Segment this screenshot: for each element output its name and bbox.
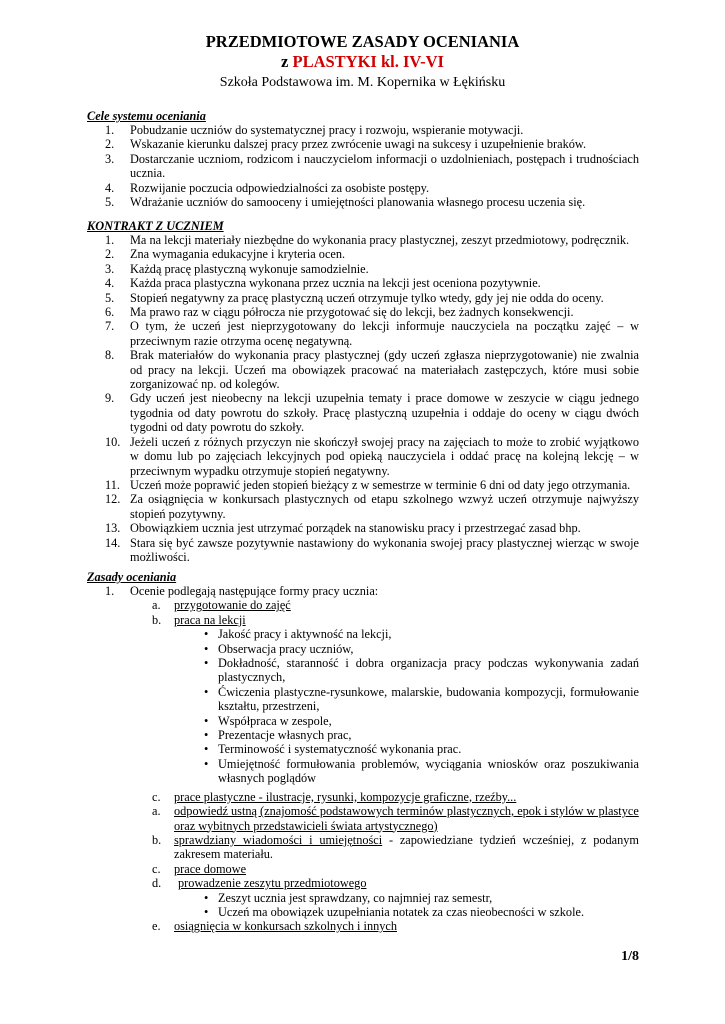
goal-item-text: Rozwijanie poczucia odpowiedzialności za osobiste postępy. (130, 180, 430, 195)
goal-item-text: Dostarczanie uczniom, rodzicom i nauczycielom informacji o uzdolnieniach, postępach i trudnościach ucznia. (130, 151, 639, 181)
goal-item-num: 3. (105, 151, 115, 166)
rules-sub-e-letter: e. (152, 919, 161, 934)
contract-item-text: Stara się być zawsze pozytywnie nastawiony do wykonania swojej pracy plastycznej wierząc w swoje możliwości. (130, 535, 639, 564)
school-name: Szkoła Podstawowa im. M. Kopernika w Łękińsku (219, 75, 506, 90)
rules-item-1 (87, 584, 639, 598)
contract-item (87, 291, 639, 305)
rules-sub-e-text: osiągnięcia w konkursach szkolnych i innych (174, 919, 397, 934)
contract-item (87, 348, 639, 391)
rules-sub-d-text: prowadzenie zeszytu przedmiotowego (178, 876, 367, 891)
bullet-item: • Jakość pracy i aktywność na lekcji, (87, 627, 639, 641)
rules-sub-a2-text: odpowiedź ustną (znajomość podstawowych terminów plastycznych, epok i stylów w plastyce oraz wybitnych przedstawicieli świata artystycznego) (174, 804, 639, 833)
rules-sub-a (87, 598, 639, 612)
goal-item (87, 123, 639, 137)
contract-item (87, 305, 639, 319)
goals-list (87, 123, 639, 209)
rules-sub-c2-text: prace domowe (174, 861, 247, 876)
contract-item-text: Ma na lekcji materiały niezbędne do wykonania pracy plastycznej, zeszyt przedmiotowy, podręcznik. (130, 233, 630, 247)
rules-sub-b (87, 613, 639, 627)
contract-item (87, 319, 639, 348)
contract-item-num: 14. (105, 535, 121, 550)
goal-item-num: 4. (105, 180, 115, 195)
contract-item-text: Stopień negatywny za pracę plastyczną uczeń otrzymuje tylko wtedy, gdy jej nie odda do oceny. (130, 290, 604, 305)
contract-item (87, 233, 639, 247)
rules-sub-e (87, 919, 639, 933)
contract-item-text: Brak materiałów do wykonania pracy plastycznej (gdy uczeń zgłasza nieprzygotowanie) nie zwalnia od pracy na lekcji. Uczeń ma obowiązek pracować na materiałach zastępczych, które musi sobie zorganizować np. od kolegów. (130, 348, 639, 392)
contract-item (87, 391, 639, 434)
contract-item-text: Obowiązkiem ucznia jest utrzymać porządek na stanowisku pracy i przestrzegać zasad bhp. (130, 521, 581, 536)
rules-item-1-text: Ocenie podlegają następujące formy pracy ucznia: (130, 584, 379, 598)
rules-sub-a-letter: a. (152, 598, 161, 613)
contract-item-num: 11. (105, 477, 120, 492)
rules-sub-b2 (87, 833, 639, 862)
rules-heading: Zasady oceniania (87, 570, 177, 584)
contract-item-text: Ma prawo raz w ciągu półrocza nie przygotować się do lekcji, bez żadnych konsekwencji. (130, 305, 574, 320)
contract-item (87, 536, 639, 565)
contract-item-num: 8. (105, 348, 115, 363)
document-title: PRZEDMIOTOWE ZASADY OCENIANIA (205, 32, 520, 51)
rules-sub-b-text: praca na lekcji (174, 612, 246, 627)
goal-item (87, 181, 639, 195)
goal-item (87, 152, 639, 181)
goal-item-num: 1. (105, 123, 115, 137)
bullet-item: • Dokładność, staranność i dobra organizacja pracy podczas wykonywania zadań plastycznych, (87, 656, 639, 685)
contract-item-num: 2. (105, 247, 115, 262)
contract-item-text: O tym, że uczeń jest nieprzygotowany do lekcji informuje nauczyciela na początku zajęć – w przeciwnym razie otrzyma ocenę negatywną. (130, 319, 639, 348)
contract-item-text: Za osiągnięcia w konkursach plastycznych od etapu szkolnego wzwyż uczeń otrzymuje najwyższy stopień pozytywny. (130, 492, 639, 521)
contract-item-num: 7. (105, 319, 115, 334)
bullet-item: • Uczeń ma obowiązek uzupełniania notatek za czas nieobecności w szkole. (87, 905, 639, 919)
goal-item-text: Pobudzanie uczniów do systematycznej pracy i rozwoju, wspieranie motywacji. (130, 123, 524, 137)
bullet-item: • Zeszyt ucznia jest sprawdzany, co najmniej raz semestr, (87, 891, 639, 905)
contract-item-text: Jeżeli uczeń z różnych przyczyn nie skończył swojej pracy na zajęciach to może to zrobić wyjątkowo w domu lub po zajęciach lekcyjnych pod opieką nauczyciela i oddać pracę na kolejną lekcję – w przeciwnym wypadku otrzymuje stopień negatywny. (130, 434, 639, 478)
contract-item (87, 492, 639, 521)
goal-item-num: 2. (105, 137, 115, 152)
contract-item-num: 12. (105, 492, 121, 507)
bullet-item: • Obserwacja pracy uczniów, (87, 642, 639, 656)
rules-sub-b2-letter: b. (152, 832, 162, 847)
rules-sub-b2-text: - zapowiedziane tydzień wcześniej, z podanym zakresem materiału. (174, 832, 639, 862)
goal-item-num: 5. (105, 195, 115, 210)
contract-item-text: Każdą pracę plastyczną wykonuje samodzielnie. (130, 261, 369, 276)
contract-list (87, 233, 639, 564)
rules-sub-d (87, 876, 639, 890)
rules-b-bullets (87, 627, 639, 785)
subtitle-subject: PLASTYKI kl. IV-VI (292, 52, 444, 71)
rules-d-bullets (87, 891, 639, 920)
contract-item-text: Gdy uczeń jest nieobecny na lekcji uzupełnia tematy i prace domowe w zeszycie w ciągu jednego tygodnia od daty powrotu do szkoły. Pracę plastyczną uzupełnia i oddaje do oceny w ciągu dwóch tygodni od daty powrotu do szkoły. (130, 391, 639, 435)
contract-item-text: Zna wymagania edukacyjne i kryteria ocen. (130, 247, 346, 262)
goal-item-text: Wskazanie kierunku dalszej pracy przez zwrócenie uwagi na sukcesy i uzupełnienie braków. (130, 137, 587, 152)
contract-item-num: 10. (105, 434, 121, 449)
contract-item-text: Każda praca plastyczna wykonana przez ucznia na lekcji jest oceniona pozytywnie. (130, 276, 541, 291)
contract-item (87, 521, 639, 535)
contract-item-num: 1. (105, 233, 115, 247)
goals-heading: Cele systemu oceniania (87, 109, 206, 123)
rules-sub-c2 (87, 862, 639, 876)
document-subtitle (0, 52, 725, 71)
contract-item (87, 478, 639, 492)
contract-item-num: 6. (105, 305, 115, 320)
goal-item (87, 137, 639, 151)
contract-item (87, 262, 639, 276)
bullet-item: • Ćwiczenia plastyczne-rysunkowe, malarskie, budowania kompozycji, formułowanie kształtu, przestrzeni, (87, 685, 639, 714)
contract-item-num: 4. (105, 276, 115, 291)
contract-item-num: 3. (105, 261, 115, 276)
rules-sub-c2-letter: c. (152, 861, 161, 876)
contract-item (87, 247, 639, 261)
rules-item-1-num: 1. (105, 584, 115, 598)
rules-sub-a2 (87, 804, 639, 833)
bullet-item: • Współpraca w zespole, (87, 714, 639, 728)
contract-item (87, 435, 639, 478)
bullet-item: • Prezentacje własnych prac, (87, 728, 639, 742)
contract-item-num: 5. (105, 290, 115, 305)
rules-body (87, 584, 639, 934)
rules-sub-b2-text-underlined: sprawdziany wiadomości i umiejętności (174, 832, 383, 847)
rules-sub-c-letter: c. (152, 789, 161, 804)
contract-item-num: 13. (105, 521, 121, 536)
contract-item (87, 276, 639, 290)
goal-item (87, 195, 639, 209)
page-number: 1/8 (621, 949, 639, 964)
bullet-item: • Umiejętność formułowania problemów, wyciągania wniosków oraz poszukiwania własnych poglądów (87, 757, 639, 786)
contract-heading: KONTRAKT Z UCZNIEM (87, 219, 224, 233)
goal-item-text: Wdrażanie uczniów do samooceny i umiejętności planowania własnego procesu uczenia się. (130, 195, 586, 210)
rules-sub-a-text: przygotowanie do zajęć (174, 598, 291, 613)
rules-sub-c (87, 790, 639, 804)
subtitle-prefix: z (281, 52, 289, 71)
contract-item-num: 9. (105, 391, 115, 406)
rules-sub-c-text: prace plastyczne - ilustracje, rysunki, kompozycje graficzne, rzeźby... (174, 789, 517, 804)
rules-sub-d-letter: d. (152, 876, 162, 891)
contract-item-text: Uczeń może poprawić jeden stopień bieżący z w semestrze w terminie 6 dni od daty jego otrzymania. (130, 477, 631, 492)
rules-sub-b-letter: b. (152, 612, 162, 627)
rules-sub-a2-letter: a. (152, 804, 161, 819)
bullet-item: • Terminowość i systematyczność wykonania prac. (87, 742, 639, 756)
